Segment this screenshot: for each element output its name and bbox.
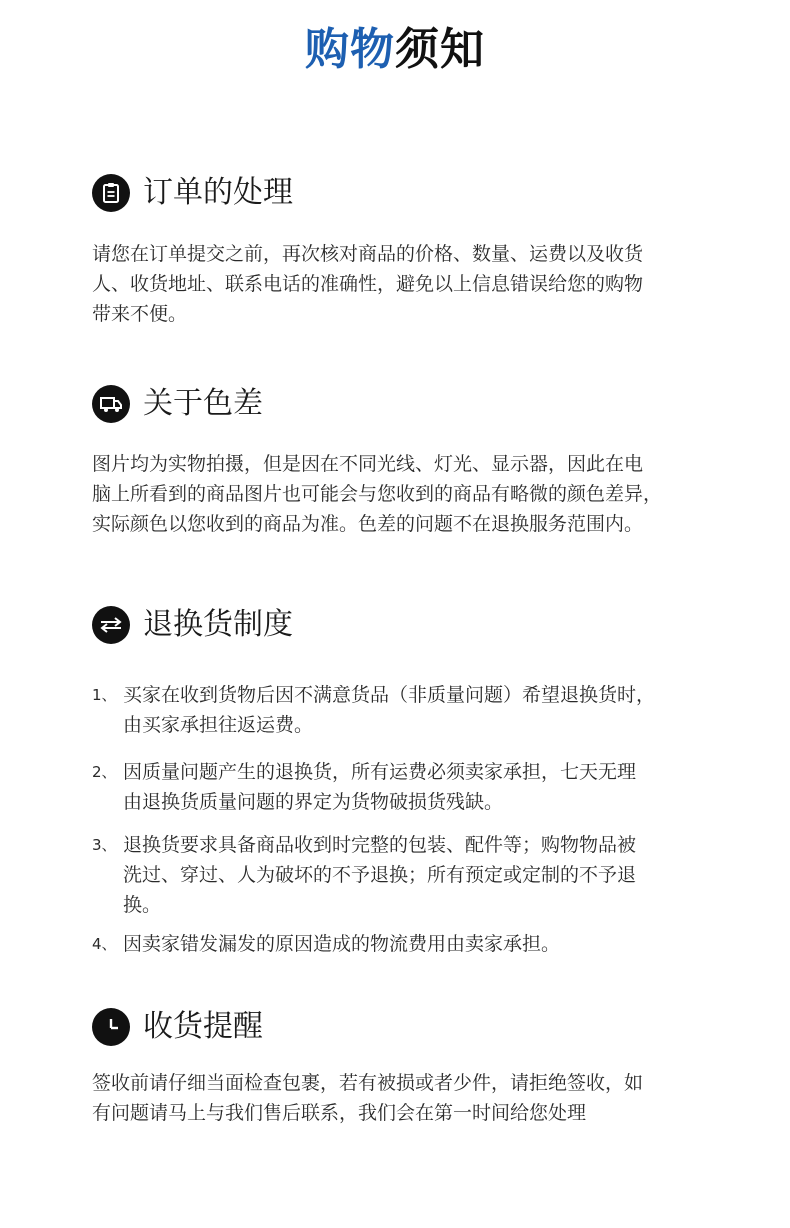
list-item [92, 757, 712, 817]
section-order-heading [92, 172, 293, 214]
section-order-text: 请您在订单提交之前，再次核对商品的价格、数量、运费以及收货 人、收货地址、联系电话的准确性，避免以上信息错误给您的购物 带来不便。 [92, 243, 644, 325]
list-item-number: 2、 [92, 763, 117, 781]
list-item-number: 1、 [92, 686, 117, 704]
section-receipt-text: 签收前请仔细当面检查包裹，若有被损或者少件，请拒绝签收，如 有问题请马上与我们售后联系，我们会在第一时间给您处理 [92, 1072, 644, 1124]
section-receipt-title: 收货提醒 [143, 1009, 263, 1044]
list-item-number: 3、 [92, 836, 117, 854]
page-title [0, 22, 790, 78]
title-part-2: 须知 [395, 24, 485, 75]
section-returns-heading [92, 604, 293, 646]
list-item-text: 买家在收到货物后因不满意货品（非质量问题）希望退换货时， 由买家承担往返运费。 [123, 684, 656, 736]
list-item [92, 830, 712, 920]
section-receipt-heading [92, 1006, 263, 1048]
section-order-title: 订单的处理 [143, 175, 293, 210]
clipboard-icon [92, 174, 130, 212]
section-color-text: 图片均为实物拍摄，但是因在不同光线、灯光、显示器，因此在电 脑上所看到的商品图片也可能会与您收到的商品有略微的颜色差异， 实际颜色以您收到的商品为准。色差的问题不在退换服务范围内。 [92, 453, 663, 535]
list-item [92, 929, 712, 959]
list-item-text: 退换货要求具备商品收到时完整的包装、配件等；购物物品被 洗过、穿过、人为破坏的不予退换；所有预定或定制的不予退 换。 [123, 834, 637, 916]
list-item [92, 680, 712, 740]
clock-icon [92, 1008, 130, 1046]
title-part-1: 购物 [305, 24, 395, 75]
list-item-text: 因卖家错发漏发的原因造成的物流费用由卖家承担。 [123, 933, 561, 955]
list-item-text: 因质量问题产生的退换货，所有运费必须卖家承担，七天无理 由退换货质量问题的界定为货物破损货残缺。 [123, 761, 637, 813]
exchange-arrows-icon [92, 606, 130, 644]
section-color-title: 关于色差 [143, 386, 263, 421]
section-color-heading [92, 383, 263, 425]
truck-icon [92, 385, 130, 423]
list-item-number: 4、 [92, 935, 117, 953]
section-returns-title: 退换货制度 [143, 607, 293, 642]
